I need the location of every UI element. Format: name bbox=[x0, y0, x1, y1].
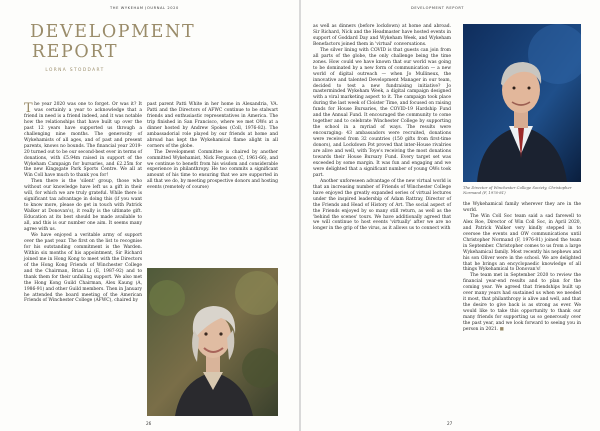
right-column-2 bbox=[463, 202, 581, 333]
byline: LORNA STODDART bbox=[45, 68, 105, 73]
paragraph: The team met in September 2020 to review the financial year-end results and to plan for the coming year. We agreed that friendships built up over many years had sustained us when we needed it most, that philanthropy is alive and well, and that the desire to give back is as strong as ever. We would like to take this opportunity to thank our many friends for supporting us so generously over the past year, and we look forward to seeing you in person in 2021. ■ bbox=[463, 273, 581, 333]
paragraph: The Win Coll Soc team said a sad farewell to Alex Roe, Director of Win Coll Soc, in April 2020, and Patrick Walker very kindly stepped in to oversee the events and OW communications until Christopher Normand (F, 1976-81) joined the team in September. Christopher comes to us from a large Wykehamical family. Most recently his nephews and his son Oliver were in the school. We are delighted that he brings an encyclopaedic knowledge of all things Wykehamical to Donovan's! bbox=[463, 213, 581, 273]
paragraph: The Development Committee is chaired by another committed Wykehamist, Nick Ferguson (C, 1961-66), and we continue to benefit from his wisdom and considerable experience in philanthropy. He too commits a significant amount of his time to ensuring that we are supported in all that we do, by meeting prospective donors and hosting events (remotely of course) bbox=[147, 149, 278, 191]
running-head-right: DEVELOPMENT REPORT bbox=[411, 6, 465, 10]
drop-cap: T bbox=[24, 100, 33, 116]
left-column-1 bbox=[24, 102, 142, 304]
page-number-left: 26 bbox=[146, 421, 152, 426]
director-portrait-illustration bbox=[463, 24, 581, 182]
paragraph: as well as dinners (before lockdown) at home and abroad. Sir Richard, Nick and the Headmaster have hosted events in support of Goddard Day and Wykeham Week, and Wykeham Benefactors joined them in 'virtual' conversations. bbox=[313, 24, 451, 47]
paragraph: The silver lining with COVID is that guests can join from all parts of the globe, the only challenge being the time zones. How could we have known that our world was going to be dominated by a new form of communication — a new world of digital outreach — when Jo Mullineux, the innovative and talented Development Manager in our team, decided to test a new fundraising initiative? Jo masterminded Wykeham Week, a digital campaign designed with a viral marketing aspect to it. The campaign took place during the last week of Cloister Time, and focused on raising funds for House Bursaries, the COVID-19 Hardship Fund and the Annual Fund. It encouraged the community to come together and to celebrate Winchester College by supporting the school in a myriad of ways. The results were encouraging: 43 ambassadors were recruited, donations were received from 32 countries (150 gifts from first-time donors), and Lockdown Pot proved that inter-House rivalries are alive and well, with Toye's receiving the most donations towards their House Bursary Fund. Every target set was exceeded by some margin. It was fun and engaging and we were delighted that a significant number of young OWs took part. bbox=[313, 47, 451, 178]
paragraph: past parent Patti White in her home in Alexandria, VA. Patti and the Directors of AFWC continue to be stalwart friends and enthusiastic representatives in America. The trip finished in San Francisco, where we met OWs at a dinner hosted by Andrew Spokes (Coll, 1976-82). The ambassadorial role played by our friends at home and abroad has kept the Wykehamical flame alight in all corners of the globe. bbox=[147, 102, 278, 149]
paragraph: Another unforeseen advantage of the new virtual world is that an increasing number of Friends of Winchester College have enjoyed the greatly expanded series of virtual lectures under the inspired leadership of Adam Rattray, Director of the Friends and Head of History of Art. The social aspect of the Friends enjoyed by so many still return, as well as the 'behind the scenes' tours. We have additionally agreed that we will continue to host events 'virtually' after we are no longer in the grip of the virus, as it allows us to connect with bbox=[313, 178, 451, 232]
right-page bbox=[301, 0, 600, 431]
right-column-1 bbox=[313, 24, 451, 232]
paragraph: the Wykehamical family wherever they are in the world. bbox=[463, 202, 581, 213]
left-page bbox=[0, 0, 299, 431]
end-mark-icon: ■ bbox=[499, 327, 504, 333]
paragraph: The year 2020 was one to forget. Or was it? It was certainly a year to acknowledge that a friend in need is a friend indeed, and it was notable how the relationships that have built up over the past 12 years have supported us through a challenging nine months. The generosity of Wykehamists of all ages, and of past and present parents, knows no bounds. The financial year 2019-20 turned out to be our second-best ever in terms of donations, with £5.94m raised in support of the Wykeham Campaign for bursaries, and £2.25m for the new Kingsgate Park Sports Centre. We all at Win Coll have much to thank you for! bbox=[24, 100, 142, 179]
photo-caption: The Director of Winchester College Society, Christopher Normand (F, 1976-81) bbox=[463, 185, 572, 195]
author-photo bbox=[147, 268, 278, 416]
running-head-left: THE WYKEHAM JOURNAL 2020 bbox=[110, 6, 179, 10]
author-portrait-illustration bbox=[147, 268, 278, 416]
left-column-2 bbox=[147, 102, 278, 191]
director-photo bbox=[463, 24, 581, 182]
page-title: DEVELOPMENT REPORT bbox=[30, 22, 196, 62]
paragraph: We have enjoyed a veritable army of support over the past year. The first on the list to recognise for his outstanding commitment is the Warden. Within six months of his appointment, Sir Richard joined me in Hong Kong to meet with the Directors of the Hong Kong Friends of Winchester College and the Chairman, Brian Li (E, 1987-92) and to thank them for their unfailing support. We also met the Hong Kong Guild Chairman, Alex Kaung (A, 1986-91) and other Guild members. Then in January he attended the board meeting of the American Friends of Winchester College (AFWC), chaired by bbox=[24, 232, 142, 304]
page-number-right: 27 bbox=[447, 421, 453, 426]
paragraph: Then there is the 'silent' group, those who without our knowledge have left us a gift in their will, for which we are truly grateful. While there is significant tax advantage in doing this (if you want to know more, please do get in touch with Patrick Walker at Donovan's), it really is the ultimate gift. Education at its best should be made available to all, and this is our number one aim. It seems many agree with us. bbox=[24, 179, 142, 233]
